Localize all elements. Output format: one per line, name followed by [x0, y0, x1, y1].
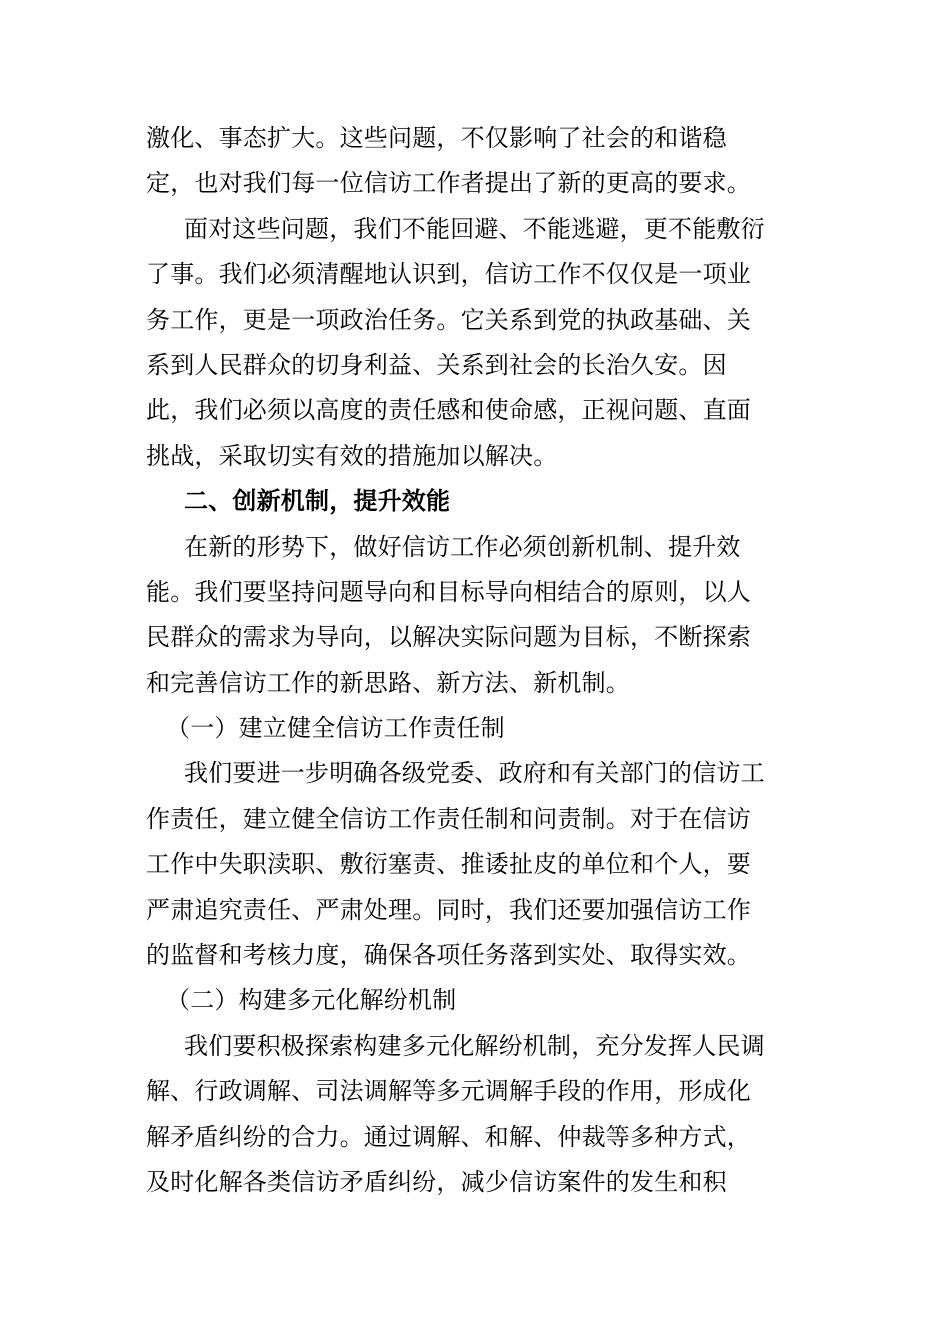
section-heading: 二、创新机制，提升效能 — [184, 487, 451, 516]
subsection-heading: （二）构建多元化解纷机制 — [166, 986, 457, 1015]
subsection-heading: （一）建立健全信访工作责任制 — [166, 714, 505, 743]
paragraph-line: 面对这些问题，我们不能回避、不能逃避，更不能敷衍 — [184, 214, 765, 243]
document-body — [146, 116, 806, 1205]
paragraph-line: 务工作，更是一项政治任务。它关系到党的执政基础、关 — [146, 305, 751, 334]
paragraph-line: 定，也对我们每一位信访工作者提出了新的更高的要求。 — [146, 169, 751, 198]
paragraph-line: 系到人民群众的切身利益、关系到社会的长治久安。因 — [146, 350, 727, 379]
paragraph-line: 民群众的需求为导向，以解决实际问题为目标，不断探索 — [146, 623, 751, 652]
paragraph-line: 的监督和考核力度，确保各项任务落到实处、取得实效。 — [146, 941, 751, 970]
paragraph-line: 解、行政调解、司法调解等多元调解手段的作用，形成化 — [146, 1077, 751, 1106]
paragraph-line: 挑战，采取切实有效的措施加以解决。 — [146, 441, 558, 470]
paragraph-line: 解矛盾纠纷的合力。通过调解、和解、仲裁等多种方式， — [146, 1122, 751, 1151]
paragraph-line: 作责任，建立健全信访工作责任制和问责制。对于在信访 — [146, 804, 751, 833]
paragraph-line: 此，我们必须以高度的责任感和使命感，正视问题、直面 — [146, 396, 751, 425]
paragraph-line: 激化、事态扩大。这些问题，不仅影响了社会的和谐稳 — [146, 124, 727, 152]
paragraph-line: 和完善信访工作的新思路、新方法、新机制。 — [146, 668, 630, 697]
paragraph-line: 我们要积极探索构建多元化解纷机制，充分发挥人民调 — [184, 1031, 765, 1060]
paragraph-line: 了事。我们必须清醒地认识到，信访工作不仅仅是一项业 — [146, 260, 751, 289]
paragraph-line: 在新的形势下，做好信访工作必须创新机制、提升效 — [184, 532, 741, 561]
paragraph-line: 工作中失职渎职、敷衍塞责、推诿扯皮的单位和个人，要 — [146, 850, 751, 879]
paragraph-line: 及时化解各类信访矛盾纠纷，减少信访案件的发生和积 — [146, 1167, 727, 1196]
paragraph-line: 我们要进一步明确各级党委、政府和有关部门的信访工 — [184, 759, 765, 788]
paragraph-line: 能。我们要坚持问题导向和目标导向相结合的原则，以人 — [146, 577, 751, 606]
paragraph-line: 严肃追究责任、严肃处理。同时，我们还要加强信访工作 — [146, 895, 751, 924]
